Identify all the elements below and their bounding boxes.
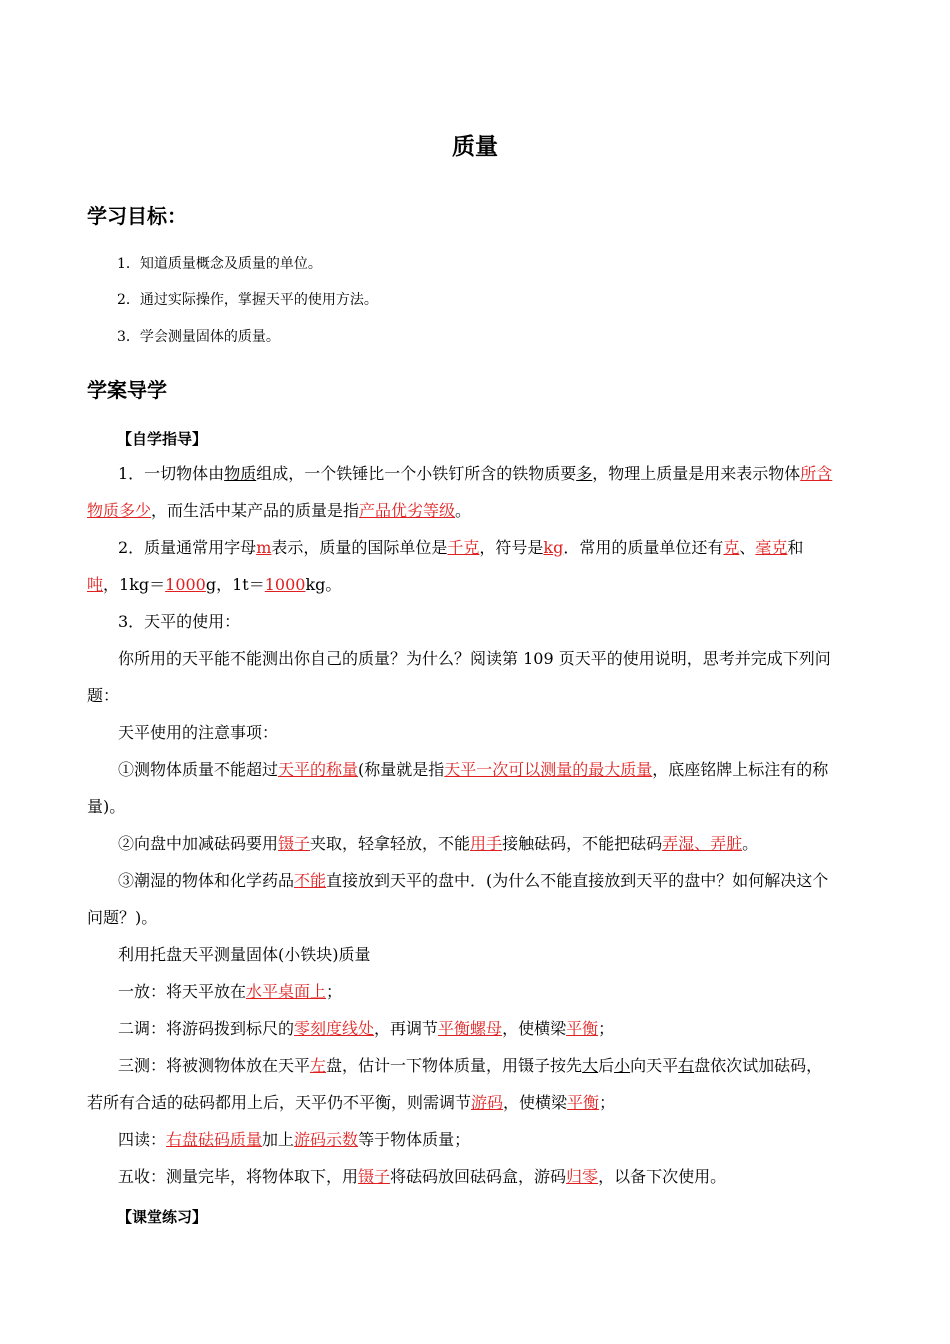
red-answer: 游码示数 [294, 1130, 359, 1149]
step-1: 一放：将天平放在水平桌面上； [118, 982, 343, 1001]
blank-answer: 物质 [224, 464, 257, 483]
paragraph-1-line-2: 物质多少，而生活中某产品的质量是指产品优劣等级。 [87, 501, 472, 520]
note-1-line-1: ①测物体质量不能超过天平的称量(称量就是指天平一次可以测量的最大质量，底座铭牌上标注有的称 [118, 760, 829, 779]
paragraph-2-line-2: 吨，1kg＝1000g，1t＝1000kg。 [87, 575, 342, 594]
red-answer: 毫克 [755, 538, 788, 557]
red-answer: 不能 [294, 871, 327, 890]
self-study-label: 【自学指导】 [117, 430, 208, 448]
red-answer: 镊子 [358, 1167, 391, 1186]
red-answer: 1000 [165, 575, 206, 594]
step-3-line-2: 若所有合适的砝码都用上后，天平仍不平衡，则需调节游码，使横梁平衡； [87, 1093, 616, 1112]
paragraph-3: 3．天平的使用： [118, 612, 241, 631]
red-answer: 产品优劣等级 [359, 501, 456, 520]
red-answer: 1000 [264, 575, 306, 594]
paragraph-5: 天平使用的注意事项： [118, 723, 279, 742]
red-answer: 平衡螺母 [438, 1019, 503, 1038]
blank-answer: 大 [582, 1056, 599, 1075]
red-answer: 天平一次可以测量的最大质量 [444, 760, 653, 779]
step-2: 二调：将游码拨到标尺的零刻度线处，再调节平衡螺母，使横梁平衡； [118, 1019, 615, 1038]
goal-item-3: 3．学会测量固体的质量。 [117, 329, 280, 345]
red-answer: 游码 [471, 1093, 504, 1112]
red-answer: kg [543, 538, 564, 557]
red-answer: 右盘砝码质量 [166, 1130, 263, 1149]
red-answer: 千克 [447, 538, 480, 557]
paragraph-4-line-1: 你所用的天平能不能测出你自己的质量？为什么？阅读第 109 页天平的使用说明，思考并完成下列问 [118, 649, 831, 668]
note-2: ②向盘中加减砝码要用镊子夹取，轻拿轻放，不能用手接触砝码，不能把砝码弄湿、弄脏。 [118, 834, 759, 853]
red-answer: 吨 [87, 575, 104, 594]
red-answer: 平衡 [566, 1019, 599, 1038]
step-5: 五收：测量完毕，将物体取下，用镊子将砝码放回砝码盒，游码归零，以备下次使用。 [118, 1167, 727, 1186]
red-answer: 平衡 [567, 1093, 600, 1112]
red-answer: 克 [723, 538, 740, 557]
paragraph-2-line-1: 2．质量通常用字母m表示，质量的国际单位是千克，符号是kg．常用的质量单位还有克、毫克和 [118, 538, 804, 557]
blank-answer: 小 [614, 1056, 631, 1075]
red-answer: 归零 [566, 1167, 599, 1186]
paragraph-4-line-2: 题： [87, 686, 120, 705]
red-answer: 镊子 [278, 834, 311, 853]
red-answer: 水平桌面上 [246, 982, 327, 1001]
page-title: 质量 [452, 134, 498, 160]
blank-answer: 右 [678, 1056, 695, 1075]
step-4: 四读：右盘砝码质量加上游码示数等于物体质量； [118, 1130, 471, 1149]
goal-item-2: 2．通过实际操作，掌握天平的使用方法。 [117, 292, 378, 308]
goals-heading: 学习目标： [87, 204, 187, 228]
goal-item-1: 1．知道质量概念及质量的单位。 [117, 256, 322, 272]
red-answer: 所含 [800, 464, 833, 483]
red-answer: 天平的称量 [278, 760, 359, 779]
guide-heading: 学案导学 [87, 378, 167, 402]
red-answer: 左 [310, 1056, 327, 1075]
red-answer: m [256, 538, 272, 557]
note-1-line-2: 量)。 [87, 797, 126, 816]
blank-answer: 多 [576, 464, 593, 483]
red-answer: 用手 [470, 834, 503, 853]
class-practice-label: 【课堂练习】 [117, 1208, 208, 1226]
step-3-line-1: 三测：将被测物体放在天平左盘，估计一下物体质量，用镊子按先大后小向天平右盘依次试加砝码， [118, 1056, 823, 1075]
note-3-line-2: 问题？)。 [87, 908, 158, 927]
red-answer: 弄湿、弄脏 [662, 834, 743, 853]
red-answer: 零刻度线处 [294, 1019, 375, 1038]
red-answer: 物质多少 [87, 501, 152, 520]
paragraph-6: 利用托盘天平测量固体(小铁块)质量 [118, 945, 371, 964]
paragraph-1-line-1: 1．一切物体由物质组成，一个铁锤比一个小铁钉所含的铁物质要多，物理上质量是用来表示物体所含 [118, 464, 833, 483]
note-3-line-1: ③潮湿的物体和化学药品不能直接放到天平的盘中．(为什么不能直接放到天平的盘中？如何解决这个 [118, 871, 829, 890]
